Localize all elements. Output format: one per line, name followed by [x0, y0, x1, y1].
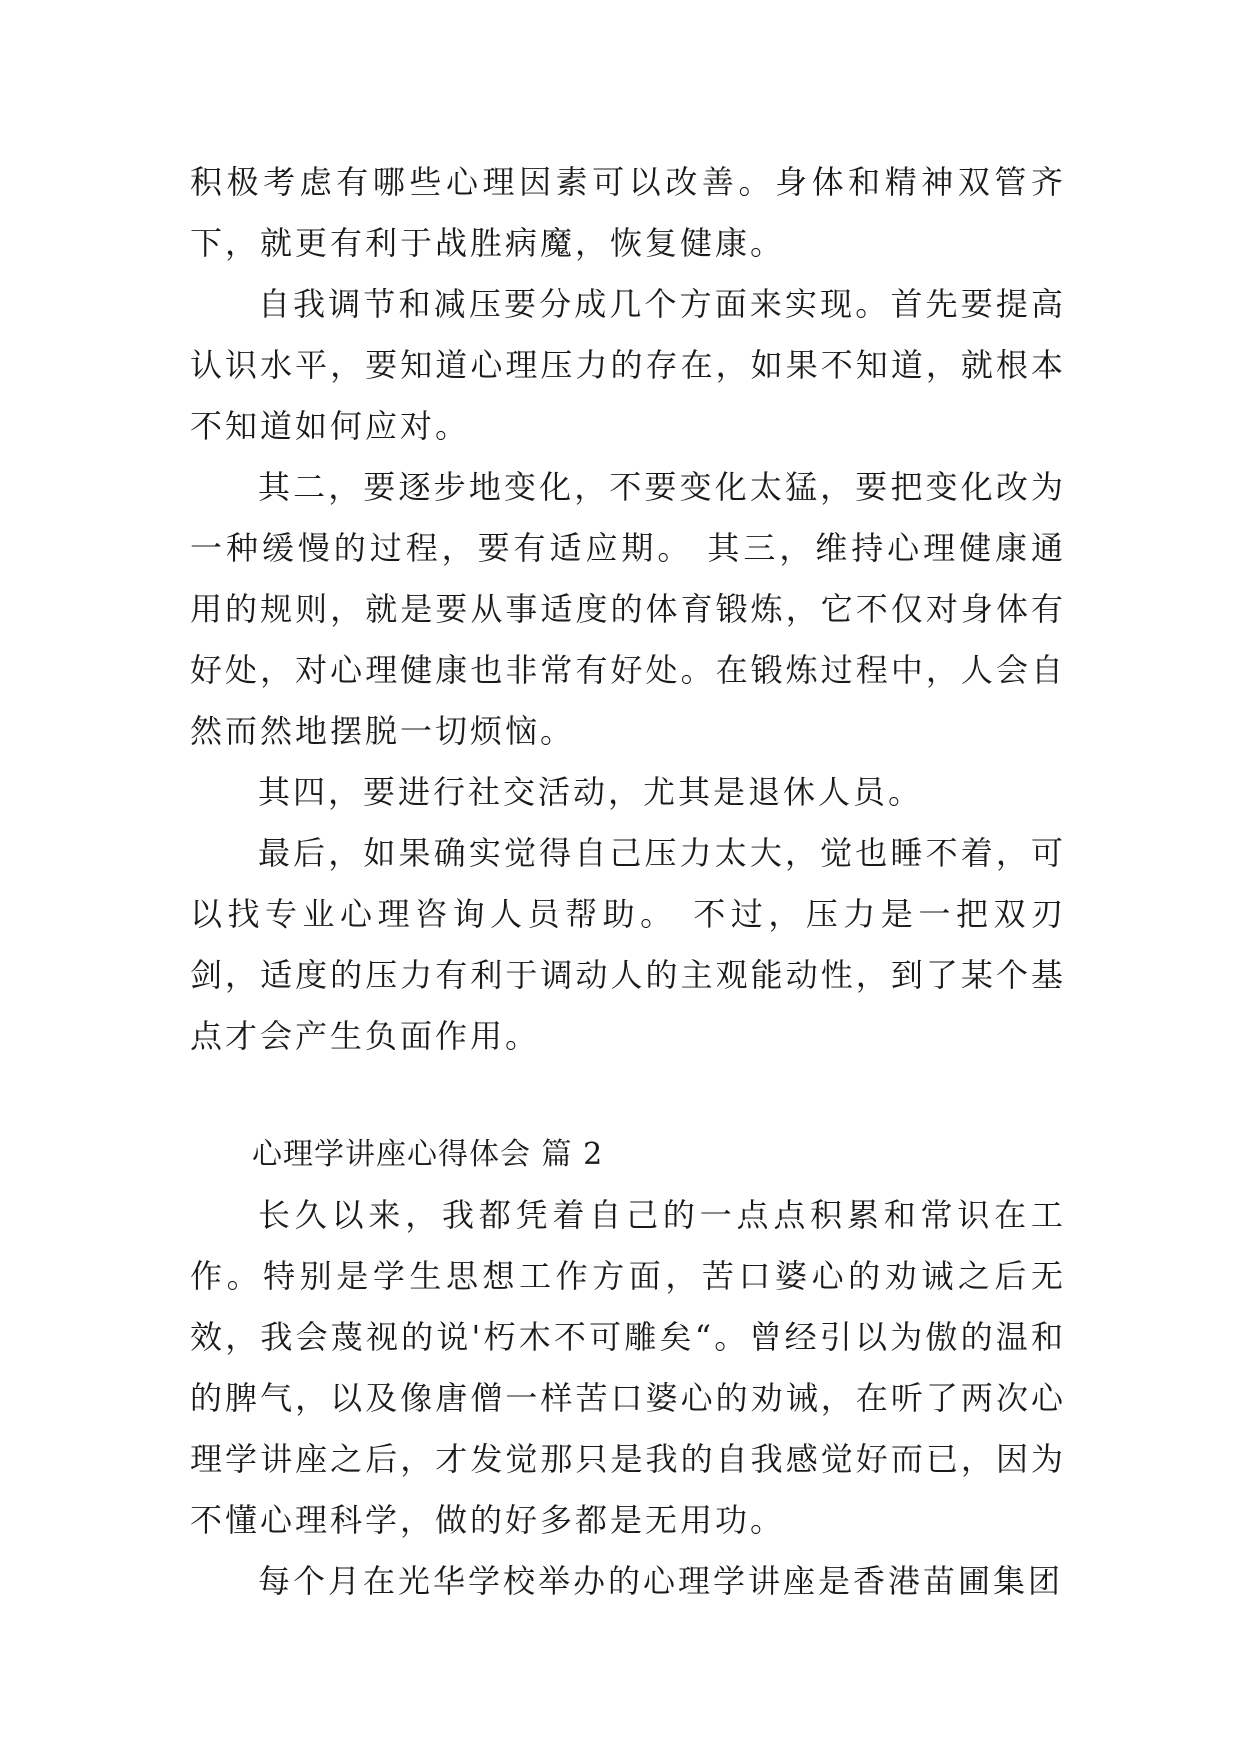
paragraph-5: 最后，如果确实觉得自己压力太大，觉也睡不着，可以找专业心理咨询人员帮助。 不过，压力是一把双刃剑，适度的压力有利于调动人的主观能动性，到了某个基点才会产生负面作用。 — [190, 834, 1066, 1055]
paragraph-6: 长久以来，我都凭着自己的一点点积累和常识在工作。特别是学生思想工作方面，苦口婆心的劝诫之后无效，我会蔑视的说'朽木不可雕矣“。曾经引以为傲的温和的脾气，以及像唐僧一样苦口婆心的劝诫，在听了两次心理学讲座之后，才发觉那只是我的自我感觉好而已，因为不懂心理科学，做的好多都是无用功。 — [190, 1196, 1066, 1539]
section-heading: 心理学讲座心得体会 篇 2 — [252, 1137, 604, 1172]
paragraph-2: 自我调节和减压要分成几个方面来实现。首先要提高认识水平，要知道心理压力的存在，如果不知道，就根本不知道如何应对。 — [190, 285, 1066, 445]
paragraph-7: 每个月在光华学校举办的心理学讲座是香港苗圃集团 — [258, 1562, 1064, 1600]
paragraph-3: 其二，要逐步地变化，不要变化太猛，要把变化改为一种缓慢的过程，要有适应期。 其三，维持心理健康通用的规则，就是要从事适度的体育锻炼，它不仅对身体有好处，对心理健康也非常有好处。在锻炼过程中，人会自然而然地摆脱一切烦恼。 — [190, 468, 1066, 750]
document-body — [190, 152, 1066, 1612]
paragraph-4: 其四，要进行社交活动，尤其是退休人员。 — [258, 773, 924, 811]
paragraph-1: 积极考虑有哪些心理因素可以改善。身体和精神双管齐下，就更有利于战胜病魔，恢复健康。 — [190, 163, 1066, 262]
